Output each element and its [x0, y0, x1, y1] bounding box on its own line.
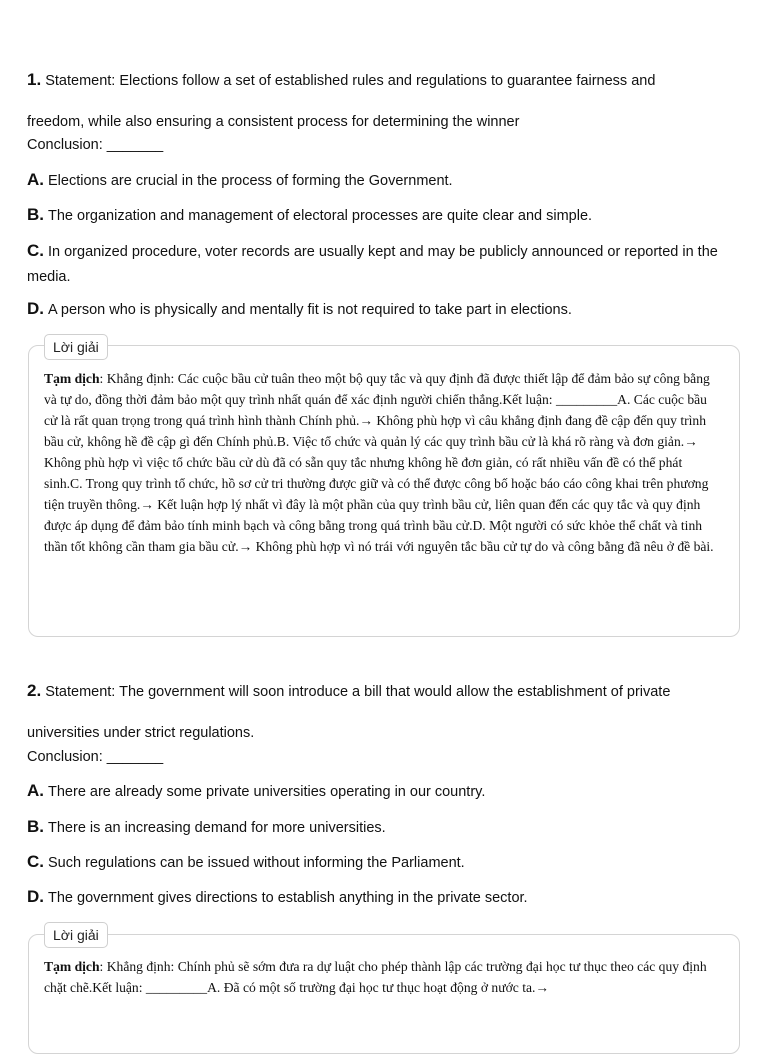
option-text: The government gives directions to establish anything in the private sector.	[48, 890, 528, 906]
option-d[interactable]	[27, 884, 743, 911]
option-letter: B.	[27, 205, 44, 224]
option-c[interactable]	[27, 849, 743, 876]
solution-text	[44, 956, 722, 998]
option-text: Such regulations can be issued without informing the Parliament.	[48, 855, 465, 871]
solution-body: : Khẳng định: Chính phủ sẽ sớm đưa ra dự luật cho phép thành lập các trường đại học tư thục theo các quy định chặt chẽ.Kết luận: _________A. Đã có một số trường đại học tư thục hoạt động ở nước ta.→	[44, 959, 707, 995]
option-letter: C.	[27, 241, 44, 260]
option-text: There are already some private universities operating in our country.	[48, 784, 486, 800]
option-letter: A.	[27, 781, 44, 800]
question-number: 1.	[27, 70, 42, 89]
question-2-conclusion: Conclusion: _______	[27, 749, 164, 765]
option-d[interactable]	[27, 296, 743, 323]
statement-text: Statement: The government will soon introduce a bill that would allow the establishment of private	[45, 684, 671, 700]
option-text: There is an increasing demand for more universities.	[48, 820, 386, 836]
question-1-conclusion: Conclusion: _______	[27, 137, 164, 153]
option-c[interactable]	[27, 238, 743, 290]
solution-text	[44, 368, 722, 557]
question-2-statement-line2: universities under strict regulations.	[27, 725, 255, 741]
option-text: In organized procedure, voter records are usually kept and may be publicly announced or reported in the media.	[27, 244, 718, 285]
solution-heading: Tạm dịch	[44, 371, 100, 386]
option-text: Elections are crucial in the process of forming the Government.	[48, 173, 453, 189]
question-1-statement-line2: freedom, while also ensuring a consistent process for determining the winner	[27, 114, 520, 130]
option-letter: C.	[27, 852, 44, 871]
statement-text: Statement: Elections follow a set of established rules and regulations to guarantee fairness and	[45, 73, 656, 89]
question-1-statement-line1	[27, 69, 743, 92]
question-2-statement-line1	[27, 680, 743, 703]
solution-label[interactable]: Lời giải	[44, 922, 108, 948]
solution-label[interactable]: Lời giải	[44, 334, 108, 360]
option-text: The organization and management of electoral processes are quite clear and simple.	[48, 208, 593, 224]
solution-heading: Tạm dịch	[44, 959, 100, 974]
option-letter: B.	[27, 817, 44, 836]
option-b[interactable]	[27, 202, 743, 229]
option-letter: D.	[27, 887, 44, 906]
option-b[interactable]	[27, 814, 743, 841]
option-letter: D.	[27, 299, 44, 318]
solution-body: : Khẳng định: Các cuộc bầu cử tuân theo một bộ quy tắc và quy định đã được thiết lập để đảm bảo sự công bằng và tự do, đồng thời đảm bảo một quy trình nhất quán để xác định người chiến thắng.Kết luận: _________A. Các cuộc bầu cử là rất quan trọng trong quá trình hình thành Chính phủ.→ Không phù hợp vì câu khẳng định đang đề cập đến quy trình bầu cử, không hề đề cập gì đến Chính phủ.B. Việc tổ chức và quản lý các quy trình bầu cử là khá rõ ràng và đơn giản.→ Không phù hợp vì việc tổ chức bầu cử dù đã có sẵn quy tắc nhưng không hề đơn giản, có rất nhiều vấn đề có thể phát sinh.C. Trong quy trình tổ chức, hồ sơ cử tri thường được giữ và có thể được công bố hoặc báo cáo công khai trên phương tiện truyền thông.→ Kết luận hợp lý nhất vì đây là một phần của quy trình bầu cử, liên quan đến các quy tắc và quy định được áp dụng để đảm bảo tính minh bạch và công bằng trong quá trình bầu cử.D. Một người có sức khỏe thể chất và tinh thần tốt không cần tham gia bầu cử.→ Không phù hợp vì nó trái với nguyên tắc bầu cử tự do và công bằng đã nêu ở đề bài.	[44, 371, 714, 554]
option-letter: A.	[27, 170, 44, 189]
question-number: 2.	[27, 681, 42, 700]
option-text: A person who is physically and mentally fit is not required to take part in elections.	[48, 302, 572, 318]
option-a[interactable]	[27, 167, 743, 194]
option-a[interactable]	[27, 778, 743, 805]
